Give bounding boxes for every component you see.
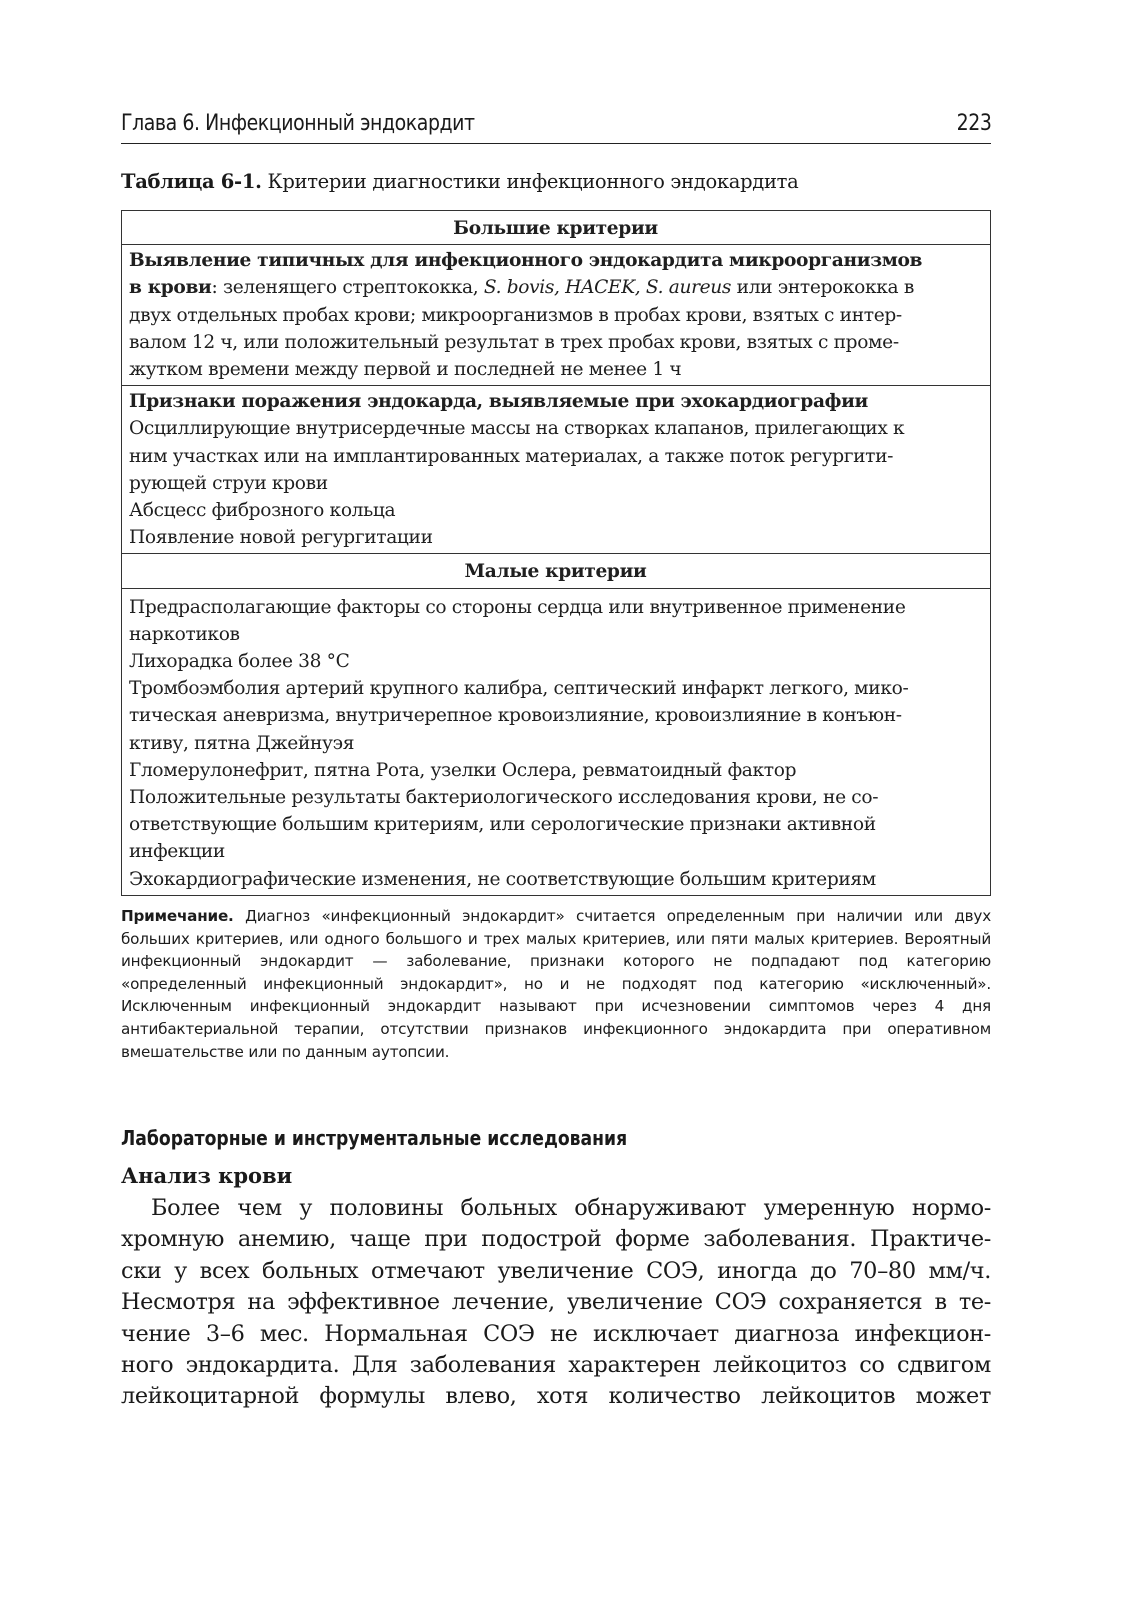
table-caption bbox=[121, 170, 991, 193]
table-note bbox=[121, 905, 991, 1063]
paragraph-line: хромную анемию, чаще при подострой форме заболевания. Практиче- bbox=[121, 1226, 991, 1253]
major-criterion-line: рующей струи крови bbox=[129, 472, 328, 494]
major-criterion-cell bbox=[122, 386, 991, 554]
minor-criteria-header: Малые критерии bbox=[122, 554, 991, 588]
minor-criterion-line: ктиву, пятна Джейнуэя bbox=[129, 732, 355, 754]
major-criterion-title: Выявление типичных для инфекционного эндокардита микроорганизмов bbox=[129, 250, 923, 272]
minor-criterion-line: Положительные результаты бактериологического исследования крови, не со- bbox=[129, 787, 879, 809]
minor-criterion-line: тическая аневризма, внутричерепное кровоизлияние, кровоизлияние в конъюн- bbox=[129, 705, 902, 727]
minor-criterion-line: Гломерулонефрит, пятна Рота, узелки Ослера, ревматоидный фактор bbox=[129, 759, 797, 781]
table-row bbox=[122, 588, 991, 895]
major-criteria-header: Большие критерии bbox=[122, 211, 991, 245]
major-criterion-title-end: в крови bbox=[129, 277, 212, 299]
minor-criterion-line: Предрасполагающие факторы со стороны сердца или внутривенное применение bbox=[129, 596, 906, 618]
minor-criterion-line: Эхокардиографические изменения, не соответствующие большим критериям bbox=[129, 868, 876, 890]
major-criterion-line bbox=[129, 274, 982, 301]
minor-criterion-line: Лихорадка более 38 °C bbox=[129, 651, 350, 673]
major-criterion-line: Осциллирующие внутрисердечные массы на створках клапанов, прилегающих к bbox=[129, 418, 905, 440]
note-label: Примечание. bbox=[121, 907, 234, 925]
major-criterion-line: Появление новой регургитации bbox=[129, 527, 433, 549]
section-heading: Лабораторные и инструментальные исследования bbox=[121, 1126, 628, 1150]
major-criterion-line: ним участках или на имплантированных материалах, а также поток регургити- bbox=[129, 445, 894, 467]
organism-names: S. bovis, HACEK, S. aureus bbox=[483, 277, 732, 299]
major-criterion-line: валом 12 ч, или положительный результат в трех пробах крови, взятых с проме- bbox=[129, 331, 899, 353]
page-number: 223 bbox=[956, 111, 991, 136]
minor-criteria-cell bbox=[122, 588, 991, 895]
table-caption-text: Критерии диагностики инфекционного эндокардита bbox=[261, 170, 799, 193]
criteria-table bbox=[121, 210, 991, 896]
major-criterion-cell bbox=[122, 245, 991, 386]
paragraph-line: Несмотря на эффективное лечение, увеличение СОЭ сохраняется в те- bbox=[121, 1289, 991, 1316]
major-criterion-title: Признаки поражения эндокарда, выявляемые при эхокардиографии bbox=[129, 391, 868, 413]
table-row bbox=[122, 386, 991, 554]
major-criterion-line: двух отдельных пробах крови; микроорганизмов в пробах крови, взятых с интер- bbox=[129, 304, 902, 326]
body-paragraph bbox=[121, 1193, 991, 1413]
major-criterion-line: Абсцесс фиброзного кольца bbox=[129, 500, 396, 522]
note-text: Диагноз «инфекционный эндокардит» считается определенным при наличии или двух больших критериев, или одного большого и трех малых критериев, или пяти малых критериев. Вероятный инфекционный эндокардит — заболевание, признаки которого не подпадают под категорию «определенный инфекционный эндокардит», но и не подходят под категорию «исключенный». Исключенным инфекционный эндокардит называют при исчезновении симптомов через 4 дня антибактериальной терапии, отсутствии признаков инфекционного эндокардита при оперативном вмешательстве или по данным аутопсии. bbox=[121, 907, 991, 1061]
paragraph-line: лейкоцитарной формулы влево, хотя количество лейкоцитов может bbox=[121, 1383, 991, 1410]
minor-criterion-line: ответствующие большим критериям, или серологические признаки активной bbox=[129, 814, 876, 836]
paragraph-line: ного эндокардита. Для заболевания характерен лейкоцитоз со сдвигом bbox=[121, 1352, 991, 1379]
table-row bbox=[122, 245, 991, 386]
paragraph-line: чение 3–6 мес. Нормальная СОЭ не исключает диагноза инфекцион- bbox=[121, 1320, 991, 1347]
subsection-heading: Анализ крови bbox=[121, 1163, 293, 1188]
minor-criterion-line: Тромбоэмболия артерий крупного калибра, септический инфаркт легкого, мико- bbox=[129, 678, 909, 700]
table-row bbox=[122, 554, 991, 588]
paragraph-line: ски у всех больных отмечают увеличение СОЭ, иногда до 70–80 мм/ч. bbox=[121, 1257, 991, 1284]
running-header bbox=[121, 107, 991, 144]
table-row bbox=[122, 211, 991, 245]
minor-criterion-line: наркотиков bbox=[129, 623, 240, 645]
chapter-title: Глава 6. Инфекционный эндокардит bbox=[121, 111, 475, 136]
major-criterion-line: жутком времени между первой и последней не менее 1 ч bbox=[129, 359, 682, 381]
paragraph-line: Более чем у половины больных обнаруживают умеренную нормо- bbox=[151, 1195, 991, 1221]
table-caption-label: Таблица 6-1. bbox=[121, 170, 262, 193]
minor-criterion-line: инфекции bbox=[129, 841, 225, 863]
major-criterion-text: : зеленящего стрептококка, bbox=[211, 277, 484, 299]
major-criterion-text: или энтерококка в bbox=[731, 277, 914, 299]
